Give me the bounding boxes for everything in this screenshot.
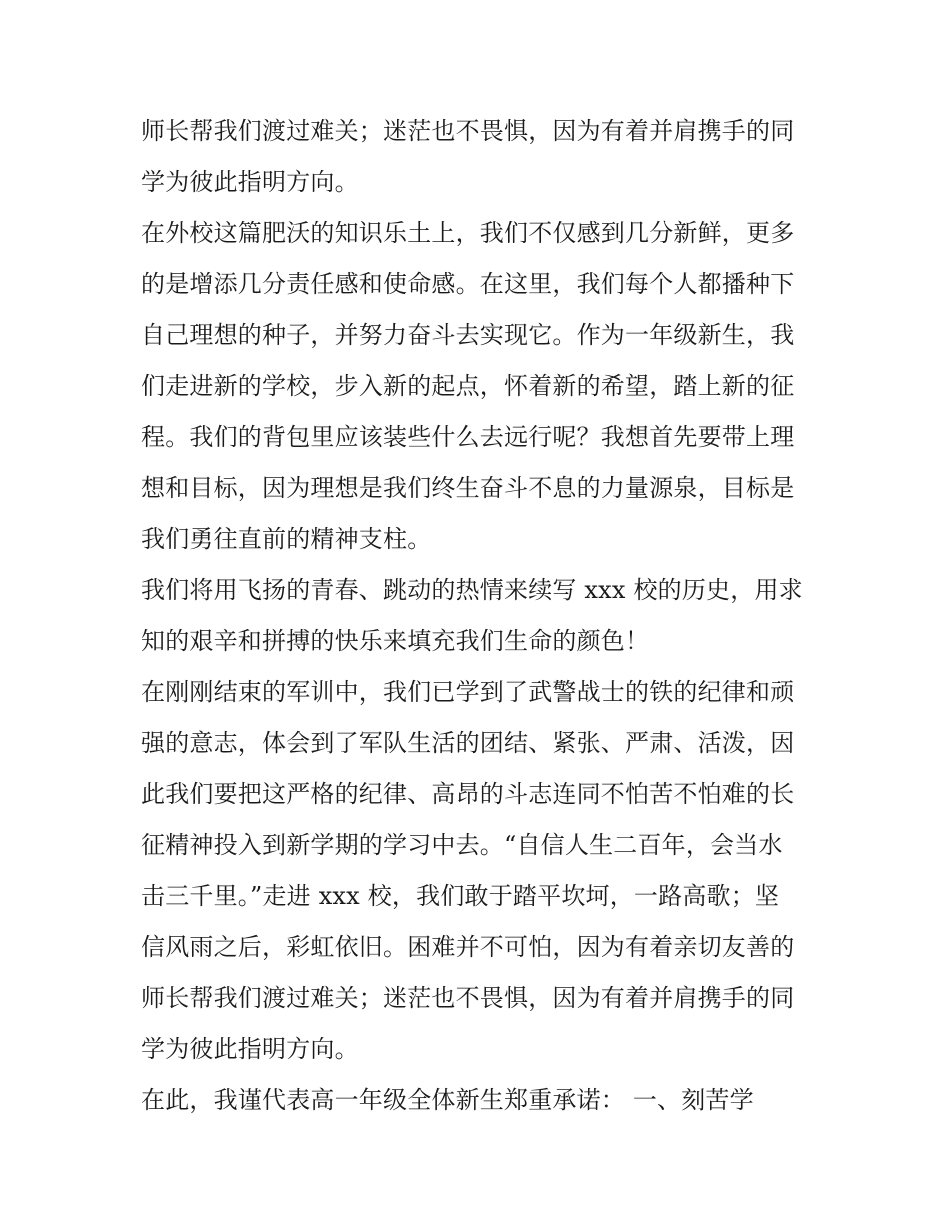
text-line: 我们勇往直前的精神支柱。	[141, 525, 432, 553]
text-line: 们走进新的学校，步入新的起点，怀着新的希望，踏上新的征	[141, 372, 795, 400]
text-line: 我们将用飞扬的青春、跳动的热情来续写 xxx 校的历史，用求	[141, 576, 803, 604]
text-line: 在此，我谨代表高一年级全体新生郑重承诺： 一、刻苦学	[141, 1086, 754, 1114]
text-line: 师长帮我们渡过难关；迷茫也不畏惧，因为有着并肩携手的同	[141, 984, 795, 1012]
text-line: 信风雨之后，彩虹依旧。困难并不可怕，因为有着亲切友善的	[141, 933, 795, 961]
text-line: 此我们要把这严格的纪律、高昂的斗志连同不怕苦不怕难的长	[141, 780, 795, 808]
text-line: 自己理想的种子，并努力奋斗去实现它。作为一年级新生，我	[141, 321, 795, 349]
text-line: 的是增添几分责任感和使命感。在这里，我们每个人都播种下	[141, 270, 795, 298]
text-line: 在刚刚结束的军训中，我们已学到了武警战士的铁的纪律和顽	[141, 678, 795, 706]
text-line: 师长帮我们渡过难关；迷茫也不畏惧，因为有着并肩携手的同	[141, 117, 795, 145]
text-line: 征精神投入到新学期的学习中去。“自信人生二百年，会当水	[141, 831, 783, 859]
text-line: 学为彼此指明方向。	[141, 1035, 359, 1063]
text-line: 学为彼此指明方向。	[141, 168, 359, 196]
text-line: 击三千里。”走进 xxx 校，我们敢于踏平坎坷，一路高歌；坚	[141, 882, 780, 910]
document-body	[141, 106, 813, 1126]
text-line: 强的意志，体会到了军队生活的团结、紧张、严肃、活泼，因	[141, 729, 795, 757]
text-line: 在外校这篇肥沃的知识乐土上，我们不仅感到几分新鲜，更多	[141, 219, 795, 247]
text-line: 想和目标，因为理想是我们终生奋斗不息的力量源泉，目标是	[141, 474, 795, 502]
text-line: 程。我们的背包里应该装些什么去远行呢？我想首先要带上理	[141, 423, 795, 451]
text-line: 知的艰辛和拼搏的快乐来填充我们生命的颜色！	[141, 627, 650, 655]
